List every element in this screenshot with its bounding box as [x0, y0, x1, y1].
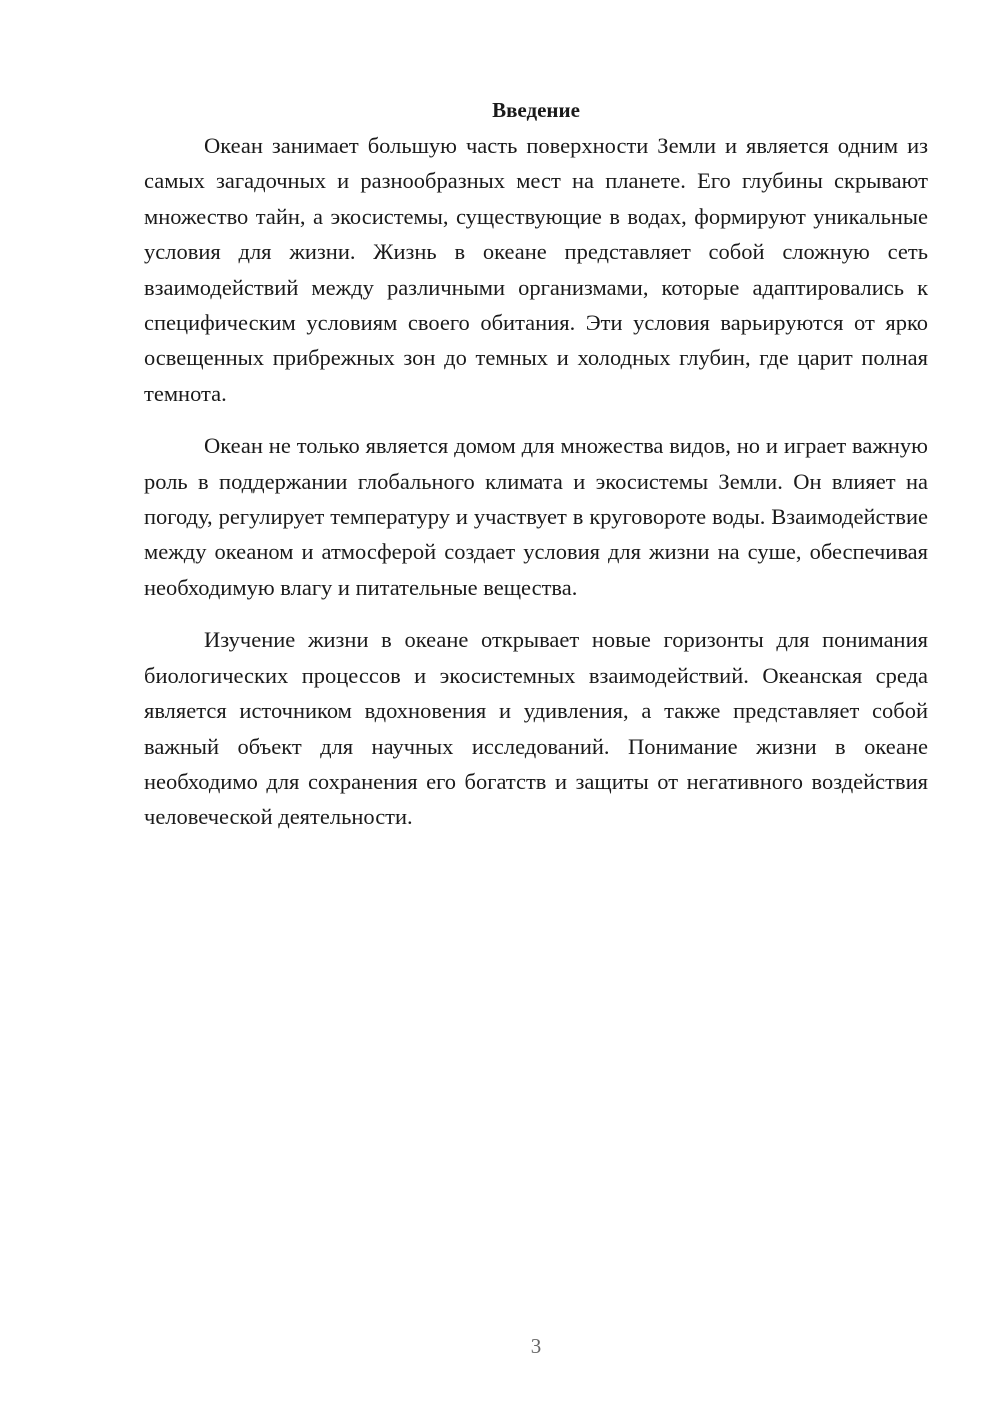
- section-heading: Введение: [492, 98, 580, 122]
- paragraph-1: Океан занимает большую часть поверхности Земли и является одним из самых загадочных и разнообразных мест на планете. Его глубины скрывают множество тайн, а экосистемы, существующие в водах, формируют уникальные условия для жизни. Жизнь в океане представляет собой сложную сеть взаимодействий между различными организмами, которые адаптировались к специфическим условиям своего обитания. Эти условия варьируются от ярко освещенных прибрежных зон до темных и холодных глубин, где царит полная темнота.: [144, 133, 928, 406]
- paragraph-2: Океан не только является домом для множества видов, но и играет важную роль в поддержании глобального климата и экосистемы Земли. Он влияет на погоду, регулирует температуру и участвует в круговороте воды. Взаимодействие между океаном и атмосферой создает условия для жизни на суше, обеспечивая необходимую влагу и питательные вещества.: [144, 433, 928, 600]
- paragraph-3: Изучение жизни в океане открывает новые горизонты для понимания биологических процессов и экосистемных взаимодействий. Океанская среда является источником вдохновения и удивления, а также представляет собой важный объект для научных исследований. Понимание жизни в океане необходимо для сохранения его богатств и защиты от негативного воздействия человеческой деятельности.: [144, 627, 928, 830]
- document-body: [144, 92, 928, 852]
- page-number: 3: [530, 1334, 542, 1358]
